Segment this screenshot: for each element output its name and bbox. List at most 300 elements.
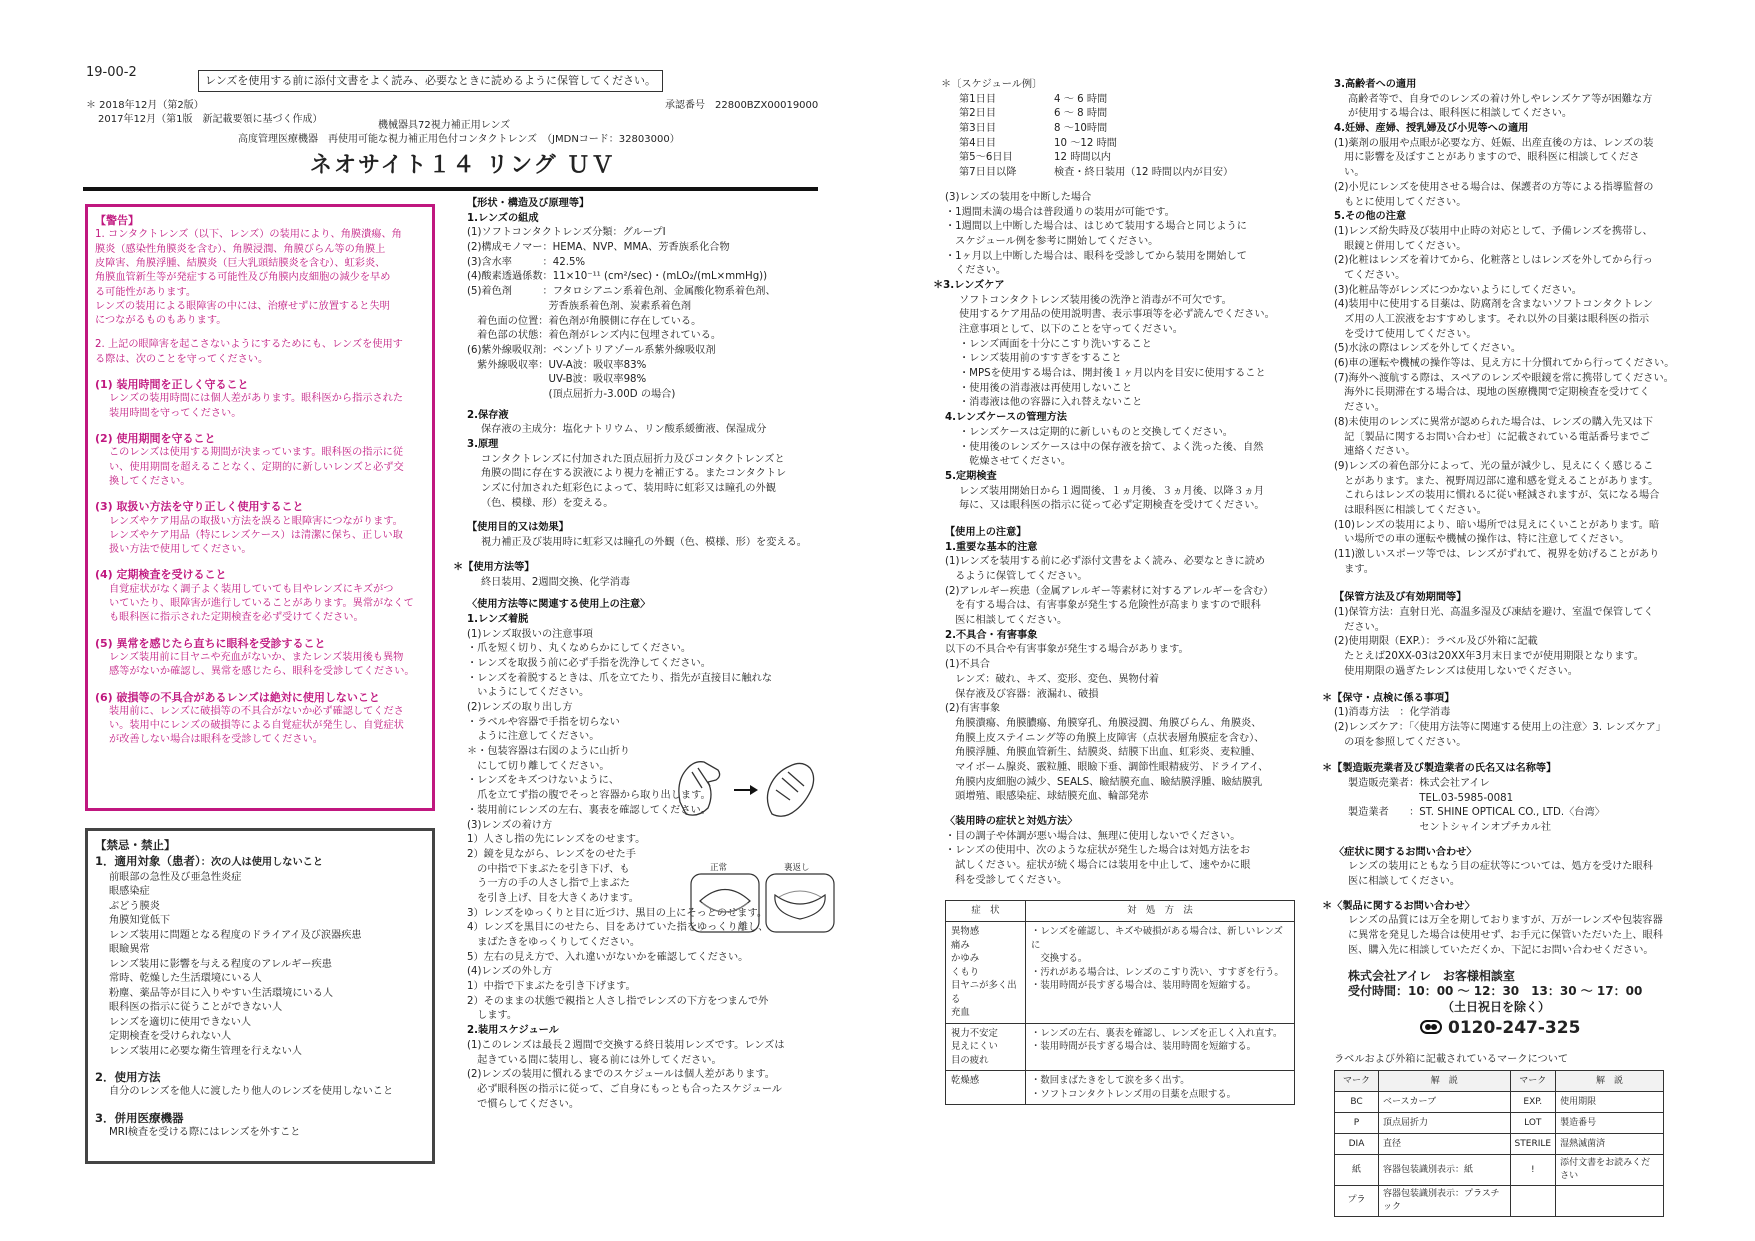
maintenance-line: (2)レンズケア：「〈使用方法等に関連する使用上の注意〉3. レンズケア」	[1334, 721, 1666, 733]
column-3	[933, 78, 1290, 1105]
product-inquiry-line: レンズの品質には万全を期しておりますが、万が一レンズや包装容器	[1348, 915, 1663, 927]
mark-description	[1556, 1185, 1664, 1216]
principle-line: ンズに付加された虹彩色によって、装用時に虹彩又は瞳孔の外観	[481, 483, 776, 495]
ban-s2-title: 2．使用方法	[95, 1070, 161, 1085]
schedule-day: 第3日目	[959, 123, 997, 135]
check-text	[945, 485, 1290, 514]
check-line: レンズ装用開始日から１週間後、１ヵ月後、３ヵ月後、以降３ヵ月	[959, 485, 1265, 497]
symptom-line: ・目の調子や体調が悪い場合は、無理に使用しないでください。	[945, 830, 1241, 842]
warning-item	[95, 377, 425, 421]
warning-item-text: い、使用期間を超えることなく、定期的に新しいレンズと必ず交	[109, 461, 404, 473]
wear-line: ・レンズを着脱するときは、爪を立てたり、指先が直接目に触れな	[467, 672, 773, 684]
business-hours: 受付時間：10：00 〜 12：30 13：30 〜 17：00	[1348, 984, 1643, 999]
wear-line: 2）鏡を見ながら、レンズをのせた手	[467, 848, 636, 860]
other-line: (6)車の運転や機械の操作等は、見え方に十分慣れてから行ってください。	[1334, 358, 1675, 370]
composition-line: UV-B波：吸収率98%	[467, 374, 647, 386]
warning-line: 1. コンタクトレンズ（以下、レンズ）の装用により、角膜潰瘍、角	[95, 229, 402, 241]
notice-box: レンズを使用する前に添付文書をよく読み、必要なときに読めるように保管してください。	[198, 70, 663, 92]
basic-line: (1)レンズを装用する前に必ず添付文書をよく読み、必要なときに読め	[945, 556, 1266, 568]
usage-notes-heading: 〈使用方法等に関連する使用上の注意〉	[467, 599, 651, 611]
wear-line: ・レンズをキズつけないように、	[467, 775, 620, 787]
mark-description: 頂点屈折力	[1379, 1113, 1511, 1134]
principle-text	[467, 453, 827, 512]
warning-item-text: 換してください。	[109, 475, 191, 487]
warning-item-text: も眼科医に指示された定期検査を必ず受けてください。	[109, 612, 364, 624]
interrupt-line: (3)レンズの装用を中断した場合	[945, 191, 1092, 203]
lens-normal-label: 正常	[710, 863, 728, 873]
warning-item	[95, 499, 425, 557]
symptom-col-header: 症 状	[946, 901, 1026, 922]
manufacturer-text	[1334, 777, 1689, 836]
schedule-heading: 2.装用スケジュール	[467, 1025, 559, 1037]
lens-care-heading: ＊3.レンズケア	[933, 279, 1005, 291]
maintenance-text	[1334, 706, 1689, 750]
pregnancy-line: い。	[1334, 167, 1365, 179]
mark-symbol: 紙	[1335, 1155, 1379, 1186]
mark-table	[1334, 1070, 1664, 1217]
schedule-hours: 10 〜12 時間	[1054, 137, 1117, 149]
freedial-icon	[1420, 1020, 1442, 1034]
adverse-heading: 2.不具合・有害事象	[945, 629, 1038, 641]
column-2	[453, 197, 827, 1112]
symptom-text	[945, 830, 1290, 889]
composition-line: (4)酸素透過係数：11×10⁻¹¹ (cm²/sec)・(mLO₂/(mL×mmHg))	[467, 271, 768, 283]
action-cell: ・レンズを確認し、キズや破損がある場合は、新しいレンズに 交換する。 ・汚れがある場合は、レンズのこすり洗い、すすぎを行う。 ・装用時間が長すぎる場合は、装用時間を短縮する。	[1026, 921, 1295, 1023]
shape-heading: 【形状・構造及び原理等】	[467, 198, 590, 209]
composition-line: (1)ソフトコンタクトレンズ分類：グループⅠ	[467, 227, 666, 239]
warning-item	[95, 690, 425, 748]
schedule-hours: 8 〜10時間	[1054, 123, 1108, 135]
schedule-row	[959, 122, 1290, 137]
wear-line: ように注意してください。	[467, 731, 600, 743]
product-inquiry-line: に異常を発見した場合は使用せず、お手元に保管いただいた上、眼科	[1348, 930, 1663, 942]
mark-symbol: P	[1335, 1113, 1379, 1134]
warning-item-title: (2) 使用期間を守ること	[95, 431, 216, 445]
composition-list	[467, 226, 827, 402]
mark-description: 製造番号	[1556, 1113, 1664, 1134]
action-col-header: 対 処 方 法	[1026, 901, 1295, 922]
care-line: ・使用後の消毒液は再使用しないこと	[959, 382, 1133, 394]
schedule-hours: 12 時間以内	[1054, 152, 1111, 164]
care-line: ・消毒液は他の容器に入れ替えないこと	[959, 397, 1143, 409]
ban-item: 眼瞼異常	[109, 944, 150, 956]
revision-line-2: 2017年12月（第1版 新記載要領に基づく作成）	[98, 114, 323, 125]
other-heading: 5.その他の注意	[1334, 211, 1407, 223]
ban-list	[95, 871, 425, 1059]
other-text	[1334, 225, 1689, 578]
pregnancy-heading: 4.妊婦、産婦、授乳婦及び小児等への適用	[1334, 123, 1529, 135]
elderly-heading: 3.高齢者への適用	[1334, 79, 1417, 90]
schedule-line: (1)このレンズは最長２週間で交換する終日装用レンズです。レンズは	[467, 1039, 785, 1051]
warning-item	[95, 431, 425, 489]
schedule-row	[959, 137, 1290, 152]
interrupt-line: ください。	[945, 265, 1007, 277]
wear-line: 3）レンズをゆっくりと目に近づけ、黒目の上にそっとのせます。	[467, 907, 768, 919]
other-line: てください。	[1334, 269, 1406, 281]
composition-line: (3)含水率 ：42.5%	[467, 256, 586, 268]
usage-text: 終日装用、2週間交換、化学消毒	[481, 576, 631, 588]
basic-line: を有する場合は、有害事象が発生する危険性が高まりますので眼科	[945, 600, 1261, 612]
usage-heading: ＊【使用方法等】	[453, 561, 535, 573]
other-line: ださい。	[1334, 402, 1385, 414]
warning-item-text: が改善しない場合は眼科を受診してください。	[109, 734, 323, 746]
ban-item: ぶどう膜炎	[109, 900, 160, 912]
warning-item-title: (1) 装用時間を正しく守ること	[95, 377, 249, 391]
adverse-line: 以下の不具合や有害事象が発生する場合があります。	[945, 644, 1189, 656]
mark-symbol: STERILE	[1510, 1134, 1556, 1155]
other-line: (4)装用中に使用する目薬は、防腐剤を含まないソフトコンタクトレン	[1334, 299, 1653, 311]
warning-item-title: (3) 取扱い方法を守り正しく使用すること	[95, 500, 304, 514]
wear-line: (2)レンズの取り出し方	[467, 702, 573, 713]
care-line: ・レンズ両面を十分にこすり洗いすること	[959, 338, 1152, 350]
storage-line: (2)使用期限（EXP.）：ラベル及び外箱に記載	[1334, 636, 1538, 648]
warning-items	[95, 377, 425, 748]
adverse-line: (1)不具合	[945, 659, 990, 671]
symptom-line: 試しください。症状が続く場合には装用を中止して、速やかに眼	[945, 860, 1251, 872]
mark-table-header: 解 説	[1556, 1071, 1664, 1092]
other-line: (3)化粧品等がレンズにつかないようにしてください。	[1334, 284, 1582, 296]
maintenance-line: (1)消毒方法 ：化学消毒	[1334, 707, 1451, 719]
composition-line: (2)構成モノマー：HEMA、NVP、MMA、芳香族系化合物	[467, 242, 730, 254]
wear-line: します。	[467, 1010, 518, 1022]
adverse-line: マイボーム腺炎、霰粒腫、眼瞼下垂、調節性眼精疲労、ドライアイ、	[945, 761, 1269, 773]
revision-line-1: ＊ 2018年12月（第2版）	[86, 100, 204, 111]
composition-line: 芳香族系着色剤、炭素系着色剤	[467, 300, 692, 312]
lens-normal-icon	[690, 873, 760, 933]
mark-description: 容器包装識別表示：紙	[1379, 1155, 1511, 1186]
symptom-inquiry-line: レンズの装用にともなう目の症状等については、処方を受けた眼科	[1348, 861, 1653, 873]
adverse-line: 頭增殖、眼感染症、球結膜充血、輪部発赤	[945, 791, 1149, 803]
storage-heading: 【保管方法及び有効期間等】	[1334, 592, 1467, 604]
mark-symbol: EXP.	[1510, 1092, 1556, 1113]
storage-line: たとえば20XX-03は20XX年3月末日までが使用期限となります。	[1334, 651, 1644, 663]
composition-line: 着色部の状態：着色剤がレンズ内に包埋されている。	[467, 330, 722, 342]
mark-table-header: 解 説	[1379, 1071, 1511, 1092]
ban-item: レンズ装用に影響を与える程度のアレルギー疾患	[109, 958, 332, 970]
mark-symbol	[1510, 1185, 1556, 1216]
symptom-inquiry-text	[1334, 860, 1689, 889]
wear-line: にして切り離してください。	[467, 760, 610, 772]
warning-intro	[95, 228, 425, 328]
ban-s1-title: 1．適用対象（患者）	[95, 854, 201, 869]
mark-row	[1335, 1113, 1664, 1134]
schedule-day: 第4日目	[959, 137, 997, 149]
other-line: (1)レンズ紛失時及び装用中止時の対応として、予備レンズを携帯し、	[1334, 225, 1653, 237]
manufacturer-line: 製造販売業者：株式会社アイレ	[1348, 777, 1490, 789]
wear-line: ＊・包装容器は右図のように山折り	[467, 746, 630, 758]
action-cell: ・数回まばたきをして涙を多く出す。 ・ソフトコンタクトレンズ用の目薬を点眼する。	[1026, 1071, 1295, 1105]
care-line: 注意事項として、以下のことを守ってください。	[959, 324, 1183, 335]
schedule-line: 起きている間に装用し、寝る前には外してください。	[467, 1054, 722, 1066]
symptom-line: ・レンズの使用中、次のような症状が発生した場合は対処方法をお	[945, 845, 1251, 857]
check-line: 毎に、又は眼科医の指示に従って必ず定期検査を受けてください。	[959, 500, 1265, 512]
maintenance-heading: ＊【保守・点検に係る事項】	[1322, 692, 1455, 704]
basic-line: るように保管してください。	[945, 571, 1088, 582]
product-inquiry-text	[1334, 914, 1689, 958]
mark-symbol: DIA	[1335, 1134, 1379, 1155]
other-line: (9)レンズの着色部分によって、光の量が減少し、見えにくく感じるこ	[1334, 460, 1654, 472]
wear-line: いようにしてください。	[467, 687, 590, 699]
category-line-1: 機械器具72視力補正用レンズ	[378, 120, 511, 131]
case-line: ・使用後のレンズケースは中の保存液を捨て、よく洗った後、自然	[959, 441, 1264, 453]
ban-item: 常時、乾燥した生活環境にいる人	[109, 973, 262, 985]
other-line: 海外に長期滞在する場合は、現地の医療機関で定期検査を受けてく	[1334, 387, 1650, 399]
doc-code: 19-00-2	[86, 65, 137, 80]
warning-item-text: レンズやケア用品（特にレンズケース）は清潔に保ち、正しい取	[109, 529, 403, 541]
wear-line: ・ラベルや容器で手指を切らない	[467, 716, 620, 728]
storage-line: ださい。	[1334, 621, 1385, 633]
other-line: これらはレンズの装用に慣れるに従い軽減されますが、気になる場合	[1334, 490, 1660, 502]
symptom-heading: 〈装用時の症状と対処方法〉	[945, 816, 1078, 827]
composition-line: 紫外線吸収率：UV-A波：吸収率83%	[467, 359, 647, 371]
schedule-line: で慣らしてください。	[467, 1098, 580, 1110]
warning-item-title: (6) 破損等の不具合があるレンズは絶対に使用しないこと	[95, 690, 380, 704]
wear-line: 爪を立てず指の腹でそっと容器から取り出します。	[467, 790, 711, 802]
action-cell: ・レンズの左右、裏表を確認し、レンズを正しく入れ直す。 ・装用時間が長すぎる場合は、装用時間を短縮する。	[1026, 1023, 1295, 1071]
warning-item-title: (5) 異常を感じたら直ちに眼科を受診すること	[95, 636, 326, 650]
ban-item: レンズ装用に必要な衛生管理を行えない人	[109, 1045, 302, 1057]
symptom-table-row	[946, 921, 1295, 1023]
wear-line: の中指で下まぶたを引き下げ、も	[467, 863, 630, 875]
title-rule	[83, 187, 818, 191]
schedule-row	[959, 151, 1290, 166]
contraindication-box	[85, 828, 435, 1164]
interrupt-line: ・1週間以上中断した場合は、はじめて装用する場合と同じように	[945, 221, 1247, 233]
care-line: ・レンズ装用前のすすぎをすること	[959, 353, 1122, 365]
contact-block	[1334, 969, 1689, 1040]
mark-description: 容器包装識別表示：プラスチック	[1379, 1185, 1511, 1216]
pregnancy-line: もとに使用してください。	[1334, 196, 1467, 208]
interrupt-line: ・1ヶ月以上中断した場合は、眼科を受診してから装用を開始して	[945, 250, 1247, 262]
ban-s3-text: MRI検査を受ける際にはレンズを外すこと	[109, 1127, 301, 1139]
composition-line: (5)着色剤 ：フタロシアニン系着色剤、金属酸化物系着色剤、	[467, 286, 776, 298]
phone-row	[1348, 1017, 1689, 1039]
storage-line: (1)保管方法：直射日光、高温多湿及び凍結を避け、室温で保管してく	[1334, 607, 1654, 619]
ban-s3-title: 3．併用医療機器	[95, 1110, 184, 1125]
warning-item	[95, 636, 425, 680]
warning-intro-2	[95, 338, 425, 367]
wear-line: う一方の手の人さし指で上まぶた	[467, 878, 630, 890]
composition-line: (頂点屈折力-3.00D の場合)	[467, 388, 676, 400]
other-line: ます。	[1334, 563, 1374, 575]
care-line: ソフトコンタクトレンズ装用後の洗浄と消毒が不可欠です。	[959, 294, 1232, 306]
mark-description: 直径	[1379, 1134, 1511, 1155]
adverse-text	[945, 643, 1290, 805]
symptom-table-row	[946, 1023, 1295, 1071]
schedule-row	[959, 93, 1290, 108]
adverse-line: 保存液及び容器：液漏れ、破損	[945, 688, 1099, 700]
principle-line: コンタクトレンズに付加された頂点屈折力及びコンタクトレンズと	[481, 453, 785, 465]
other-line: い場所での車の運転や機械の操作は、特に注意してください。	[1334, 534, 1630, 546]
lens-reverse-icon	[765, 873, 835, 933]
adverse-line: レンズ：破れ、キズ、変形、変色、異物付着	[945, 673, 1160, 685]
schedule-row	[959, 107, 1290, 122]
schedule-line: 必ず眼科医の指示に従って、ご自身にもっとも合ったスケジュール	[467, 1083, 782, 1095]
ban-item: 眼科医の指示に従うことができない人	[109, 1002, 283, 1014]
warning-box	[85, 204, 435, 811]
elderly-line: が使用する場合は、眼科医に相談してください。	[1348, 108, 1573, 120]
wear-line: (4)レンズの外し方	[467, 966, 553, 978]
company-name: 株式会社アイレ お客様相談室	[1348, 968, 1515, 983]
storage-text	[1334, 606, 1689, 679]
ban-section-1	[95, 853, 425, 870]
interrupt-line: スケジュール例を参考に開始してください。	[945, 235, 1159, 247]
product-inquiry-heading: ＊〈製品に関するお問い合わせ〉	[1322, 900, 1475, 912]
warning-item	[95, 567, 425, 625]
mark-row	[1335, 1185, 1664, 1216]
warning-item-text: 装用前に、レンズに破損等の不具合がないか必ず確認してくださ	[109, 705, 404, 717]
other-line: ズ用の人工涙液をおすすめします。それ以外の目薬は眼科医の指示	[1334, 314, 1650, 325]
composition-heading: 1.レンズの組成	[467, 212, 539, 224]
other-line: (10)レンズの装用により、暗い場所では見えにくいことがあります。暗	[1334, 519, 1660, 531]
ban-item: 角膜知覚低下	[109, 915, 171, 927]
adverse-line: 角膜上皮ステイニング等の角膜上皮障害（点状表層角膜症を含む）、	[945, 732, 1265, 744]
other-line: とがあります。また、視野周辺部に違和感を覚えることがあります。	[1334, 475, 1659, 487]
composition-line: (6)紫外線吸収剤：ベンゾトリアゾール系紫外線吸収剤	[467, 344, 716, 356]
other-line: (2)化粧はレンズを着けてから、化粧落としはレンズを外してから行っ	[1334, 255, 1653, 267]
category-line-2: 高度管理医療機器 再使用可能な視力補正用色付コンタクトレンズ （JMDNコード：32803000）	[238, 134, 680, 145]
other-line: (11)激しいスポーツ等では、レンズがずれて、視界を妨げることがあり	[1334, 549, 1660, 560]
warning-line: 皮障害、角膜浮腫、結膜炎（巨大乳頭結膜炎を含む）、虹彩炎、	[95, 257, 386, 269]
basic-line: (2)アレルギー疾患（金属アレルギー等素材に対するアレルギーを含む）	[945, 585, 1274, 597]
mark-table-header: マーク	[1510, 1071, 1556, 1092]
other-line: 眼鏡と併用してください。	[1334, 240, 1467, 252]
elderly-text	[1334, 93, 1689, 122]
wear-line: ・装用前にレンズの左右、裏表を確認してください。	[467, 804, 711, 816]
basic-caution-text	[945, 555, 1290, 628]
schedule-text	[467, 1039, 827, 1112]
ban-s1-sub: ：次の人は使用しないこと	[200, 857, 324, 869]
mark-symbol: プラ	[1335, 1185, 1379, 1216]
basic-caution-heading: 1.重要な基本的注意	[945, 541, 1038, 553]
manufacturer-line: セントシャインオプチカル社	[1348, 822, 1552, 833]
wear-line: (1)レンズ取扱いの注意事項	[467, 628, 593, 640]
storage-line: 使用期限の過ぎたレンズは使用しないでください。	[1334, 665, 1578, 677]
warning-line: る可能性があります。	[95, 286, 197, 298]
ban-item: レンズを適切に使用できない人	[109, 1016, 252, 1028]
phone-number[interactable]: 0120-247-325	[1448, 1018, 1581, 1039]
lens-care-text	[945, 294, 1290, 412]
symptom-table	[945, 900, 1295, 1105]
schedule-day: 第2日目	[959, 108, 997, 120]
warning-line: レンズの装用による眼障害の中には、治療せずに放置すると失明	[95, 300, 390, 312]
wear-line: まばたきをゆっくりしてください。	[467, 937, 641, 948]
other-line: (7)海外へ渡航する際は、スペアのレンズや眼鏡を常に携帯してください。	[1334, 372, 1674, 384]
mark-description: ベースカーブ	[1379, 1092, 1511, 1113]
wear-line: を引き上げ、目を大きくあけます。	[467, 892, 639, 904]
adverse-line: 角膜浮腫、角膜血管新生、結膜炎、結膜下出血、虹彩炎、麦粒腫、	[945, 747, 1261, 759]
ban-item: 前眼部の急性及び亜急性炎症	[109, 871, 242, 883]
wear-list	[467, 628, 827, 1025]
ban-item: 粉塵、薬品等が目に入りやすい生活環境にいる人	[109, 987, 334, 999]
other-line: (8)未使用のレンズに異常が認められた場合は、レンズの購入先又は下	[1334, 416, 1653, 428]
solution-text: 保存液の主成分：塩化ナトリウム、リン酸系緩衝液、保湿成分	[481, 424, 767, 436]
schedule-day: 第5〜6日目	[959, 152, 1013, 164]
principle-heading: 3.原理	[467, 439, 499, 450]
solution-heading: 2.保存液	[467, 409, 509, 421]
check-heading: 5.定期検査	[945, 470, 997, 482]
warning-item-text: いていたり、眼障害が進行していることがあります。異常がなくて	[109, 598, 414, 610]
mark-description: 使用期限	[1556, 1092, 1664, 1113]
other-line: (5)水泳の際はレンズを外してください。	[1334, 343, 1522, 355]
wear-line: 2）そのままの状態で親指と人さし指でレンズの下方をつまんで外	[467, 995, 769, 1007]
manufacturer-heading: ＊【製造販売業者及び製造業者の氏名又は名称等】	[1322, 763, 1557, 775]
mark-symbol: !	[1510, 1155, 1556, 1186]
interrupt-text	[945, 191, 1290, 279]
symptom-inquiry-heading: 〈症状に関するお問い合わせ〉	[1334, 846, 1477, 858]
lens-package-illustration	[672, 742, 820, 824]
schedule-hours: 検査・終日装用（12 時間以内が目安）	[1054, 167, 1234, 179]
warning-item-text: 感等がないか確認し、異常を感じたら、眼科を受診してください。	[109, 666, 415, 678]
ban-heading: 【禁忌・禁止】	[95, 838, 176, 852]
warning-line: 角膜血管新生等が発症する可能性及び角膜内皮細胞の減少を早め	[95, 272, 391, 284]
caution-heading: 【使用上の注意】	[945, 526, 1027, 538]
case-heading: 4.レンズケースの管理方法	[945, 412, 1067, 424]
other-line: は眼科医に相談してください。	[1334, 504, 1487, 516]
pregnancy-line: 用に影響を及ぼすことがありますので、眼科医に相談してくださ	[1334, 152, 1640, 164]
mark-symbol: LOT	[1510, 1113, 1556, 1134]
case-text	[945, 426, 1290, 470]
pregnancy-line: (1)薬剤の服用や点眼が必要な方、妊娠、出産直後の方は、レンズの装	[1334, 137, 1654, 149]
pregnancy-line: (2)小児にレンズを使用させる場合は、保護者の方等による指導監督の	[1334, 181, 1654, 193]
warning-line: 2. 上記の眼障害を起こさないようにするためにも、レンズを使用す	[95, 339, 403, 351]
mark-symbol: BC	[1335, 1092, 1379, 1113]
mark-description: 添付文書をお読みください	[1556, 1155, 1664, 1186]
symptom-inquiry-line: 医に相談してください。	[1348, 876, 1461, 888]
holiday-note: （土日祝日を除く）	[1442, 999, 1551, 1014]
symptom-cell: 視力不安定 見えにくい 目の疲れ	[946, 1023, 1026, 1071]
ban-item: 眼感染症	[109, 886, 150, 898]
ban-item: 定期検査を受けられない人	[109, 1031, 232, 1043]
wear-line: (3)レンズの着け方	[467, 819, 553, 831]
lens-reverse-label: 裏返し	[784, 863, 810, 873]
warning-line: る際は、次のことを守ってください。	[95, 353, 269, 365]
other-line: 連絡ください。	[1334, 446, 1416, 458]
warning-line: につながるものもあります。	[95, 315, 227, 327]
maintenance-line: の項を参照してください。	[1334, 736, 1467, 748]
warning-item-text: レンズの装用時間には個人差があります。眼科医から指示された	[109, 393, 404, 405]
elderly-line: 高齢者等で、自身でのレンズの着け外しやレンズケア等が困難な方	[1348, 93, 1653, 105]
ban-item: レンズ装用に問題となる程度のドライアイ及び涙器疾患	[109, 929, 362, 941]
warning-item-text: このレンズは使用する期間が決まっています。眼科医の指示に従	[109, 447, 404, 459]
warning-item-title: (4) 定期検査を受けること	[95, 568, 227, 582]
warning-heading: 【警告】	[95, 214, 139, 227]
case-line: ・レンズケースは定期的に新しいものと交換してください。	[959, 426, 1233, 438]
warning-item-text: 装用時間を守ってください。	[109, 407, 242, 419]
mark-description: 湿熱滅菌済	[1556, 1134, 1664, 1155]
other-line: 記〔製品に関するお問い合わせ〕に記載されている電話番号までご	[1334, 431, 1650, 443]
schedule-example-heading: ＊〔スケジュール例〕	[941, 79, 1043, 90]
column-4	[1322, 78, 1689, 1217]
warning-line: 膜炎（感染性角膜炎を含む）、角膜浸潤、角膜びらん等の角膜上	[95, 243, 386, 255]
approval-number: 承認番号 22800BZX00019000	[665, 100, 819, 111]
warning-item-text: レンズ装用前に目ヤニや充血がないか、またレンズ装用後も異物	[109, 651, 404, 663]
symptom-cell: 異物感 痛み かゆみ くもり 目ヤニが多く出る 充血	[946, 921, 1026, 1023]
composition-line: 着色面の位置：着色剤が角膜側に存在している。	[467, 315, 702, 327]
warning-item-text: い。装用中にレンズの破損等による自覚症状が発生し、自覚症状	[109, 720, 404, 732]
symptom-cell: 乾燥感	[946, 1071, 1026, 1105]
adverse-line: 角膜内皮細胞の減少、SEALS、瞼結膜充血、瞼結膜浮腫、瞼結膜乳	[945, 776, 1263, 788]
wear-line: 5）左右の見え方で、入れ違いがないかを確認してください。	[467, 951, 749, 963]
symptom-line: 科を受診してください。	[945, 874, 1068, 886]
schedule-row	[959, 166, 1290, 181]
ban-s2-text: 自分のレンズを他人に渡したり他人のレンズを使用しないこと	[109, 1086, 394, 1098]
schedule-hours: 4 〜 6 時間	[1054, 93, 1108, 105]
schedule-example	[945, 93, 1290, 181]
other-line: を受けて使用してください。	[1334, 328, 1477, 340]
wear-line: 4）レンズを黒目にのせたら、目をあけていた指をゆっくり離し、	[467, 922, 769, 934]
pregnancy-text	[1334, 137, 1689, 210]
